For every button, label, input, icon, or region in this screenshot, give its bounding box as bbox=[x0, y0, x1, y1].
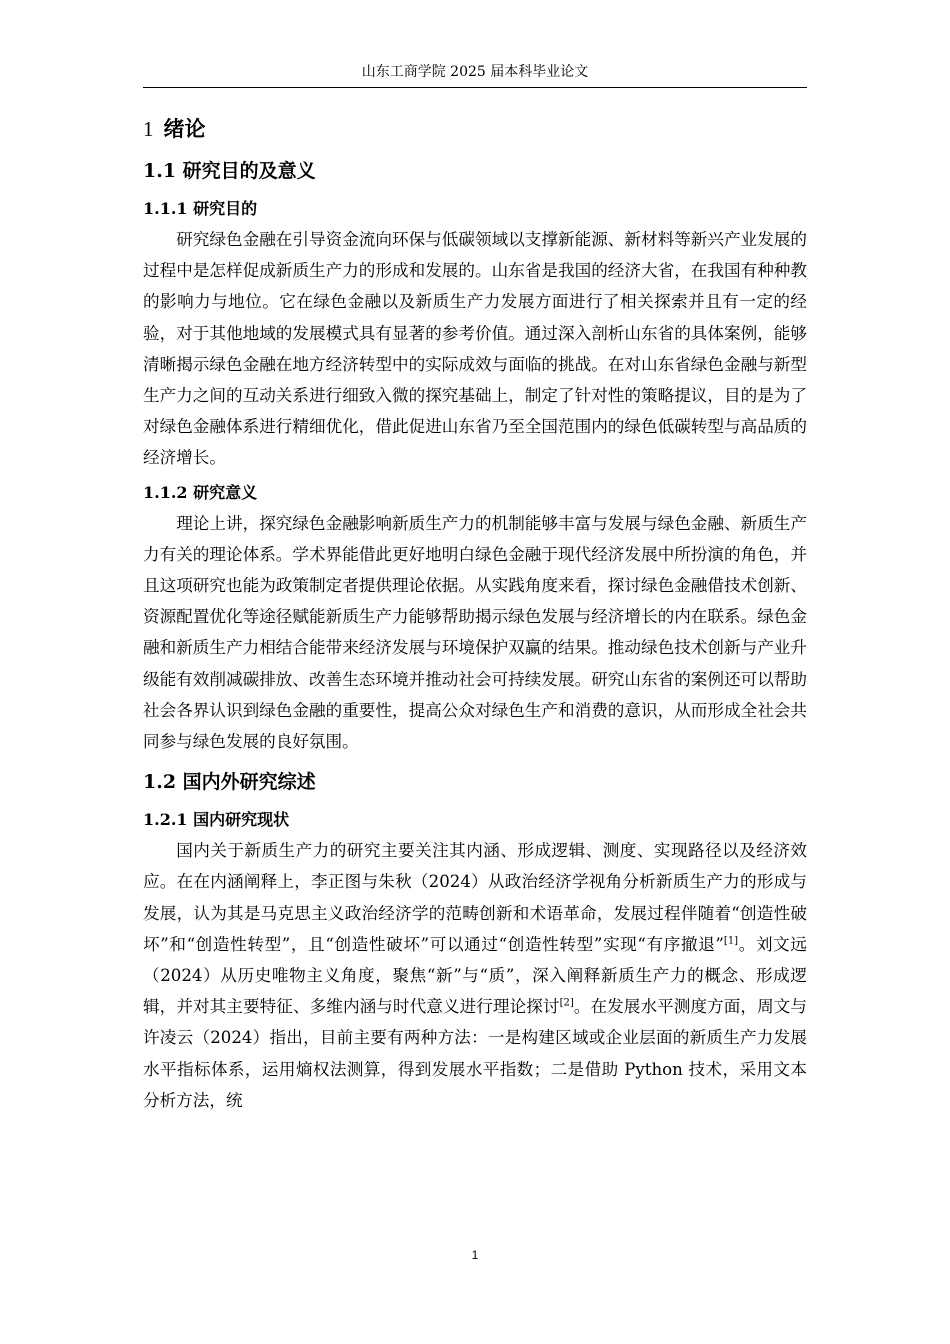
page-number: 1 bbox=[471, 1248, 479, 1262]
chapter-heading bbox=[143, 114, 807, 144]
subsection-heading-1-1-1: 1.1.1 研究目的 bbox=[143, 199, 258, 218]
chapter-title: 绪论 bbox=[163, 116, 206, 141]
chapter-number: 1 bbox=[143, 117, 154, 141]
paragraph-research-purpose: 研究绿色金融在引导资金流向环保与低碳领域以支撑新能源、新材料等新兴产业发展的过程中是怎样促成新质生产力的形成和发展的。山东省是我国的经济大省，在我国有种种教的影响力与地位。它在绿色金融以及新质生产力发展方面进行了相关探索并且有一定的经验，对于其他地域的发展模式具有显著的参考价值。通过深入剖析山东省的具体案例，能够清晰揭示绿色金融在地方经济转型中的实际成效与面临的挑战。在对山东省绿色金融与新型生产力之间的互动关系进行细致入微的探究基础上，制定了针对性的策略提议，目的是为了对绿色金融体系进行精细优化，借此促进山东省乃至全国范围内的绿色低碳转型与高品质的经济增长。 bbox=[143, 230, 807, 468]
domestic-text-part-b: 。刘文远（2024）从历史唯物主义角度，聚焦“新”与“质”，深入阐释新质生产力的概念、形成逻辑，并对其主要特征、多维内涵与时代意义进行理论探讨 bbox=[143, 934, 807, 1017]
page-content bbox=[143, 110, 807, 1116]
section-heading-1-1: 1.1 研究目的及意义 bbox=[143, 160, 316, 182]
subsection-heading-1-1-2: 1.1.2 研究意义 bbox=[143, 482, 258, 502]
citation-ref-1[interactable]: [1] bbox=[723, 935, 739, 947]
citation-ref-2[interactable]: [2] bbox=[559, 997, 574, 1009]
paragraph-domestic-research bbox=[143, 835, 807, 1116]
running-header: 山东工商学院 2025 届本科毕业论文 bbox=[361, 64, 589, 80]
domestic-text-part-a: 国内关于新质生产力的研究主要关注其内涵、形成逻辑、测度、实现路径以及经济效应。在在内涵阐释上，李正图与朱秋（2024）从政治经济学视角分析新质生产力的形成与发展，认为其是马克思主义政治经济学的范畴创新和术语革命，发展过程伴随着“创造性破坏”和“创造性转型”，且“创造性破坏”可以通过“创造性转型”实现“有序撤退” bbox=[143, 841, 807, 954]
domestic-text-part-c: 。在发展水平测度方面，周文与许凌云（2024）指出，目前主要有两种方法：一是构建区域或企业层面的新质生产力发展水平指标体系，运用熵权法测算，得到发展水平指数；二是借助 Python 技术，采用文本分析方法，统 bbox=[143, 997, 808, 1110]
paragraph-research-significance: 理论上讲，探究绿色金融影响新质生产力的机制能够丰富与发展与绿色金融、新质生产力有关的理论体系。学术界能借此更好地明白绿色金融于现代经济发展中所扮演的角色，并且这项研究也能为政策制定者提供理论依据。从实践角度来看，探讨绿色金融借技术创新、资源配置优化等途径赋能新质生产力能够帮助揭示绿色发展与经济增长的内在联系。绿色金融和新质生产力相结合能带来经济发展与环境保护双赢的结果。推动绿色技术创新与产业升级能有效削减碳排放、改善生态环境并推动社会可持续发展。研究山东省的案例还可以帮助社会各界认识到绿色金融的重要性，提高公众对绿色生产和消费的意识，从而形成全社会共同参与绿色发展的良好氛围。 bbox=[143, 513, 807, 752]
header-rule bbox=[143, 87, 807, 88]
section-heading-1-2: 1.2 国内外研究综述 bbox=[143, 771, 316, 794]
subsection-heading-1-2-1: 1.2.1 国内研究现状 bbox=[143, 810, 290, 830]
